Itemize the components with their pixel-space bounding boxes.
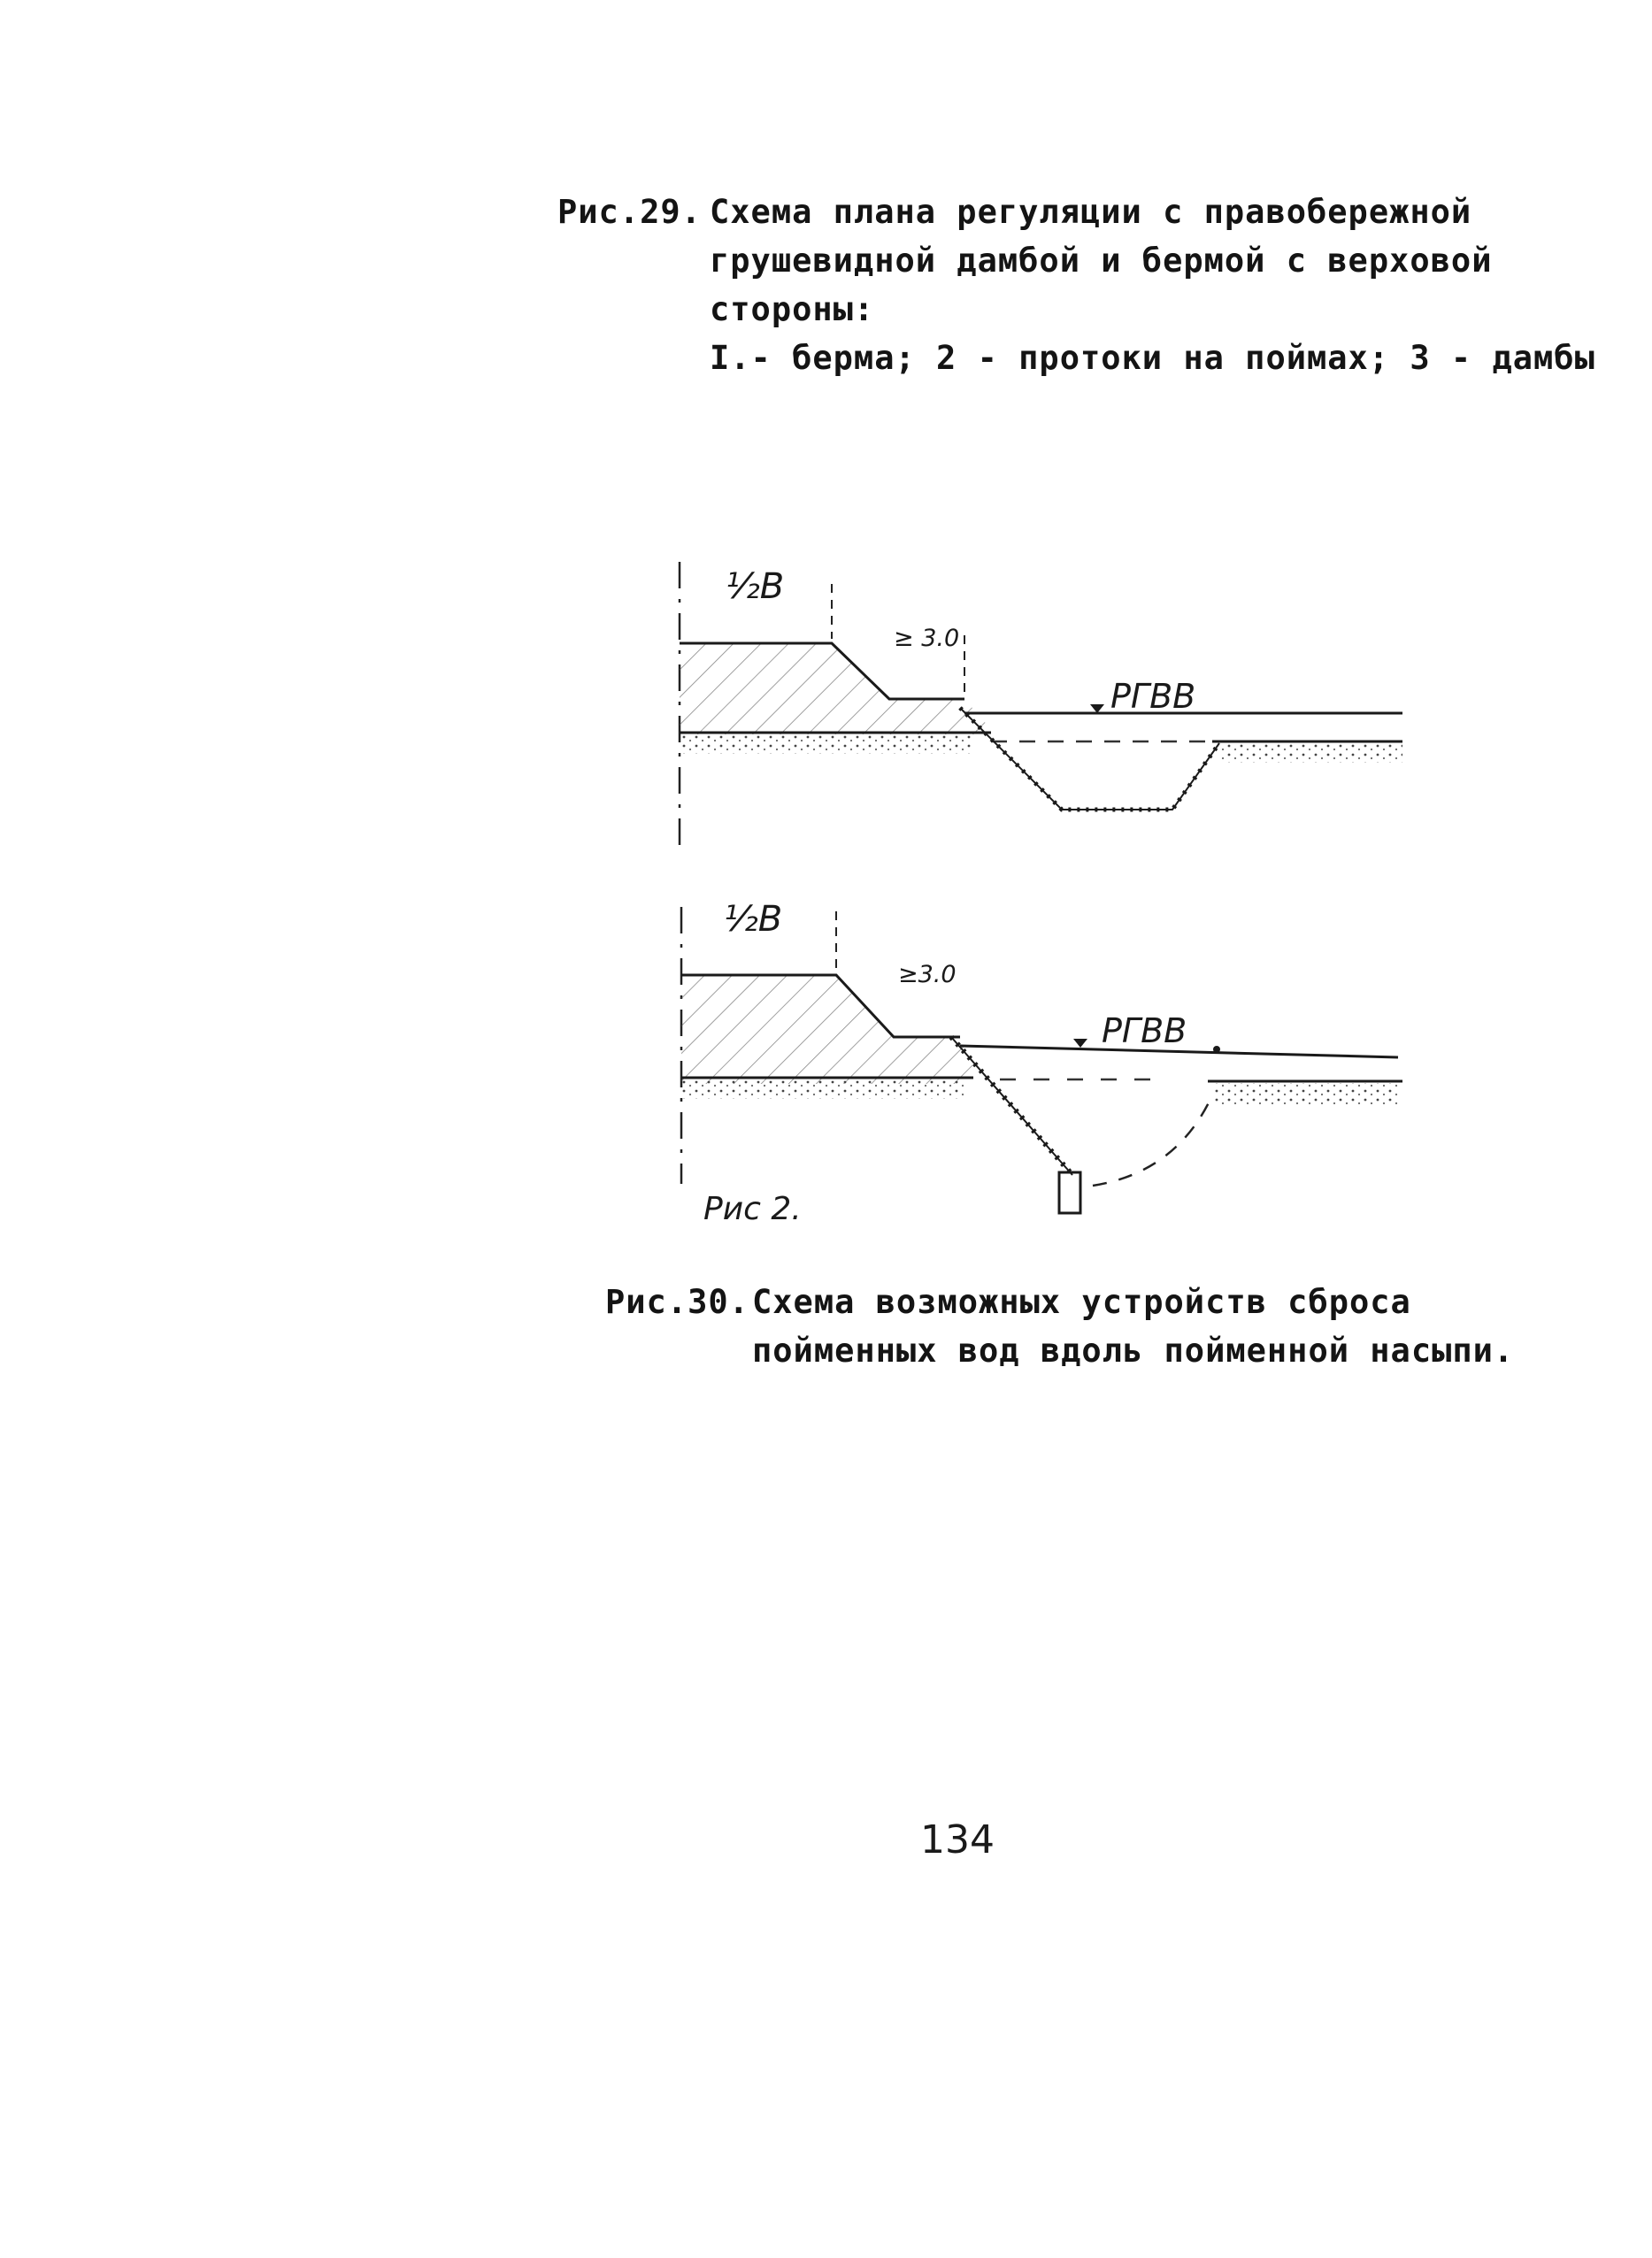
lower-water-marker bbox=[1073, 1039, 1087, 1048]
figure-30-caption-line-2: пойменных вод вдоль пойменной насыпи. bbox=[752, 1332, 1515, 1370]
figure-29-number: Рис.29. bbox=[557, 193, 702, 231]
figure-29-caption-line-2: грушевидной дамбой и бермой с верховой bbox=[710, 242, 1493, 280]
page-number: 134 bbox=[920, 1817, 995, 1862]
upper-ground-soil-left bbox=[680, 734, 972, 754]
upper-channel bbox=[960, 708, 1219, 810]
lower-embankment-fill bbox=[681, 975, 980, 1084]
upper-channel-core bbox=[960, 708, 1219, 810]
upper-section bbox=[680, 562, 1402, 849]
lower-possible-channel bbox=[1093, 1095, 1212, 1186]
upper-ground-soil-right bbox=[1221, 743, 1402, 763]
lower-toe-block bbox=[1059, 1172, 1080, 1213]
upper-embankment-fill bbox=[680, 643, 995, 734]
lower-water-label: РГВВ bbox=[1102, 1011, 1187, 1050]
lower-width-label: ½B bbox=[724, 899, 783, 940]
lower-dim-label: ≥3.0 bbox=[898, 961, 957, 988]
upper-water-label: РГВВ bbox=[1110, 677, 1196, 716]
figure-29-caption-line-4: I.- берма; 2 - протоки на поймах; 3 - дамбы bbox=[710, 339, 1595, 377]
figure-29-caption-line-1: Схема плана регуляции с правобережной bbox=[710, 193, 1472, 231]
lower-sub-label: Рис 2. bbox=[703, 1191, 802, 1227]
lower-ground-soil-right bbox=[1212, 1083, 1398, 1104]
figure-30-caption bbox=[605, 1278, 1596, 1393]
lower-ground-soil-left bbox=[681, 1079, 964, 1099]
figure-29-caption-line-3: стороны: bbox=[710, 290, 875, 328]
upper-width-label: ½B bbox=[726, 566, 785, 607]
figure-30-caption-line-1: Схема возможных устройств сброса bbox=[752, 1283, 1411, 1321]
lower-water-dot bbox=[1213, 1046, 1220, 1053]
lower-section bbox=[681, 907, 1402, 1213]
lower-channel-slope-core bbox=[951, 1037, 1072, 1175]
figure-30-number: Рис.30. bbox=[605, 1283, 749, 1321]
upper-dim-label: ≥ 3.0 bbox=[894, 625, 960, 652]
